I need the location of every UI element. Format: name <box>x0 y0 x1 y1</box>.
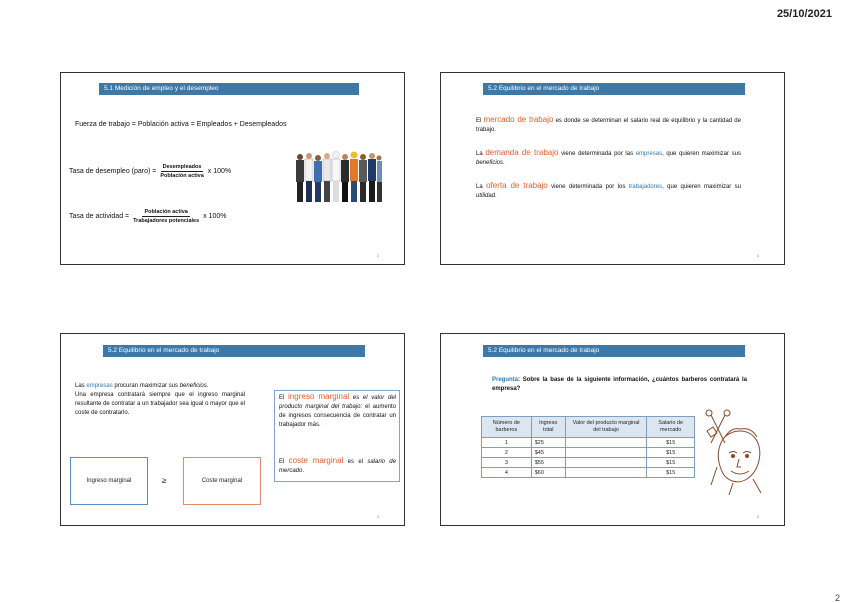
formula-multiplier: x 100% <box>203 213 227 220</box>
table-cell: $55 <box>531 458 565 468</box>
text: Las <box>75 383 87 389</box>
greater-or-equal-sign: ≥ <box>162 476 167 485</box>
column-header: Ingreso total <box>531 417 565 438</box>
text: es donde se determinan el salario real de equilibrio y la cantidad de trabajo. <box>476 118 741 133</box>
slide-1 <box>60 72 405 265</box>
highlight-term: ingreso marginal <box>288 392 350 401</box>
marginal-revenue-definition <box>279 392 396 430</box>
italic-term: salario de mercado <box>279 459 396 474</box>
text: es el <box>343 459 368 465</box>
table-cell <box>565 448 647 458</box>
text: Una empresa contratará siempre que el ingreso marginal resultante de contratar a un trabajador sea igual o mayor que el coste de contratarlo. <box>75 392 245 416</box>
text: el aumento de ingresos consecuencia de contratar un trabajador más. <box>279 404 396 428</box>
table-cell: $45 <box>531 448 565 458</box>
text: , que quieren maximizar sus <box>662 151 742 157</box>
numerator: Población activa <box>144 209 188 215</box>
activity-rate-formula <box>69 208 227 225</box>
table-cell: $15 <box>647 468 695 478</box>
text: El <box>279 459 289 465</box>
table-cell <box>565 458 647 468</box>
text: La <box>476 151 486 157</box>
table-cell <box>565 468 647 478</box>
text: , que quieren maximizar su <box>662 184 741 190</box>
blue-term: trabajadores <box>628 184 663 190</box>
text: viene determinada por los <box>547 184 629 190</box>
question-label: Pregunta <box>492 377 519 383</box>
fraction <box>131 208 201 225</box>
table-row <box>482 448 695 458</box>
question-body: : Sobre la base de la siguiente información, ¿cuántos barberos contratará la empresa? <box>492 377 747 392</box>
highlight-term: coste marginal <box>288 456 344 465</box>
column-header: Valor del producto marginal del trabajo <box>565 417 647 438</box>
slide-number: 5 <box>756 514 759 519</box>
table-cell <box>565 438 647 448</box>
text: . <box>495 193 497 199</box>
text: . <box>503 160 505 166</box>
blue-term: empresas <box>635 151 663 157</box>
text: El <box>279 395 289 401</box>
slide-3-header: 5.2 Equilibrio en el mercado de trabajo <box>103 345 365 357</box>
highlight-term: demanda de trabajo <box>485 148 559 157</box>
highlight-term: oferta de trabajo <box>486 181 548 190</box>
table-row <box>482 458 695 468</box>
slide-4-header: 5.2 Equilibrio en el mercado de trabajo <box>483 345 745 357</box>
table-cell: $60 <box>531 468 565 478</box>
italic-term: beneficios <box>476 160 504 166</box>
denominator: Trabajadores potenciales <box>133 218 200 224</box>
labor-force-definition: Fuerza de trabajo = Población activa = Empleados + Desempleados <box>75 121 287 128</box>
marginal-cost-definition <box>279 456 396 476</box>
denominator: Población activa <box>160 173 204 179</box>
slide-number: 2 <box>376 253 379 258</box>
date-label: 25/10/2021 <box>776 8 832 20</box>
slide-2-header: 5.2 Equilibrio en el mercado de trabajo <box>483 83 745 95</box>
text: El <box>476 118 484 124</box>
table-row <box>482 468 695 478</box>
highlight-term: mercado de trabajo <box>483 115 554 124</box>
firms-paragraph <box>75 382 245 418</box>
marginal-revenue-box: Ingreso marginal <box>70 457 148 505</box>
table-row <box>482 438 695 448</box>
slide-2 <box>440 72 785 265</box>
barbers-table <box>481 416 695 478</box>
table-cell: $25 <box>531 438 565 448</box>
table-cell: 3 <box>482 458 532 468</box>
slide-4 <box>440 333 785 526</box>
table-cell: $15 <box>647 448 695 458</box>
table-cell: $15 <box>647 458 695 468</box>
blue-term: empresas <box>86 383 113 389</box>
slide-3 <box>60 333 405 526</box>
text: viene determinada por las <box>558 151 636 157</box>
slide-1-header: 5.1 Medición de empleo y el desempleo <box>99 83 359 95</box>
table-cell: $15 <box>647 438 695 448</box>
unemployment-rate-formula <box>69 163 231 180</box>
text: . <box>302 468 305 474</box>
question-text <box>492 376 747 394</box>
italic-term: beneficios <box>179 383 207 389</box>
table-header-row <box>482 417 695 438</box>
table-cell: 1 <box>482 438 532 448</box>
fraction <box>158 163 205 180</box>
page-number: 2 <box>834 593 840 603</box>
italic-term: utilidad <box>476 193 496 199</box>
text: procuran maximizar sus <box>112 383 180 389</box>
slide-number: 4 <box>376 514 379 519</box>
text: La <box>476 184 487 190</box>
column-header: Salario de mercado <box>647 417 695 438</box>
text: . <box>206 383 209 389</box>
workers-group-illustration <box>294 149 382 205</box>
slide-number: 3 <box>756 253 759 258</box>
numerator: Desempleados <box>162 164 202 170</box>
labor-market-paragraph <box>476 115 741 135</box>
table-cell: 2 <box>482 448 532 458</box>
table-cell: 4 <box>482 468 532 478</box>
column-header: Número de barberos <box>482 417 532 438</box>
formula-label: Tasa de desempleo (paro) = <box>69 168 157 175</box>
formula-multiplier: x 100% <box>207 168 232 175</box>
labor-supply-paragraph <box>476 181 741 201</box>
marginal-cost-box: Coste marginal <box>183 457 261 505</box>
barber-scissors-illustration <box>703 409 769 495</box>
formula-label: Tasa de actividad = <box>69 213 130 220</box>
labor-demand-paragraph <box>476 148 741 168</box>
italic-term: es el valor del producto marginal del trabajo: <box>279 395 396 410</box>
